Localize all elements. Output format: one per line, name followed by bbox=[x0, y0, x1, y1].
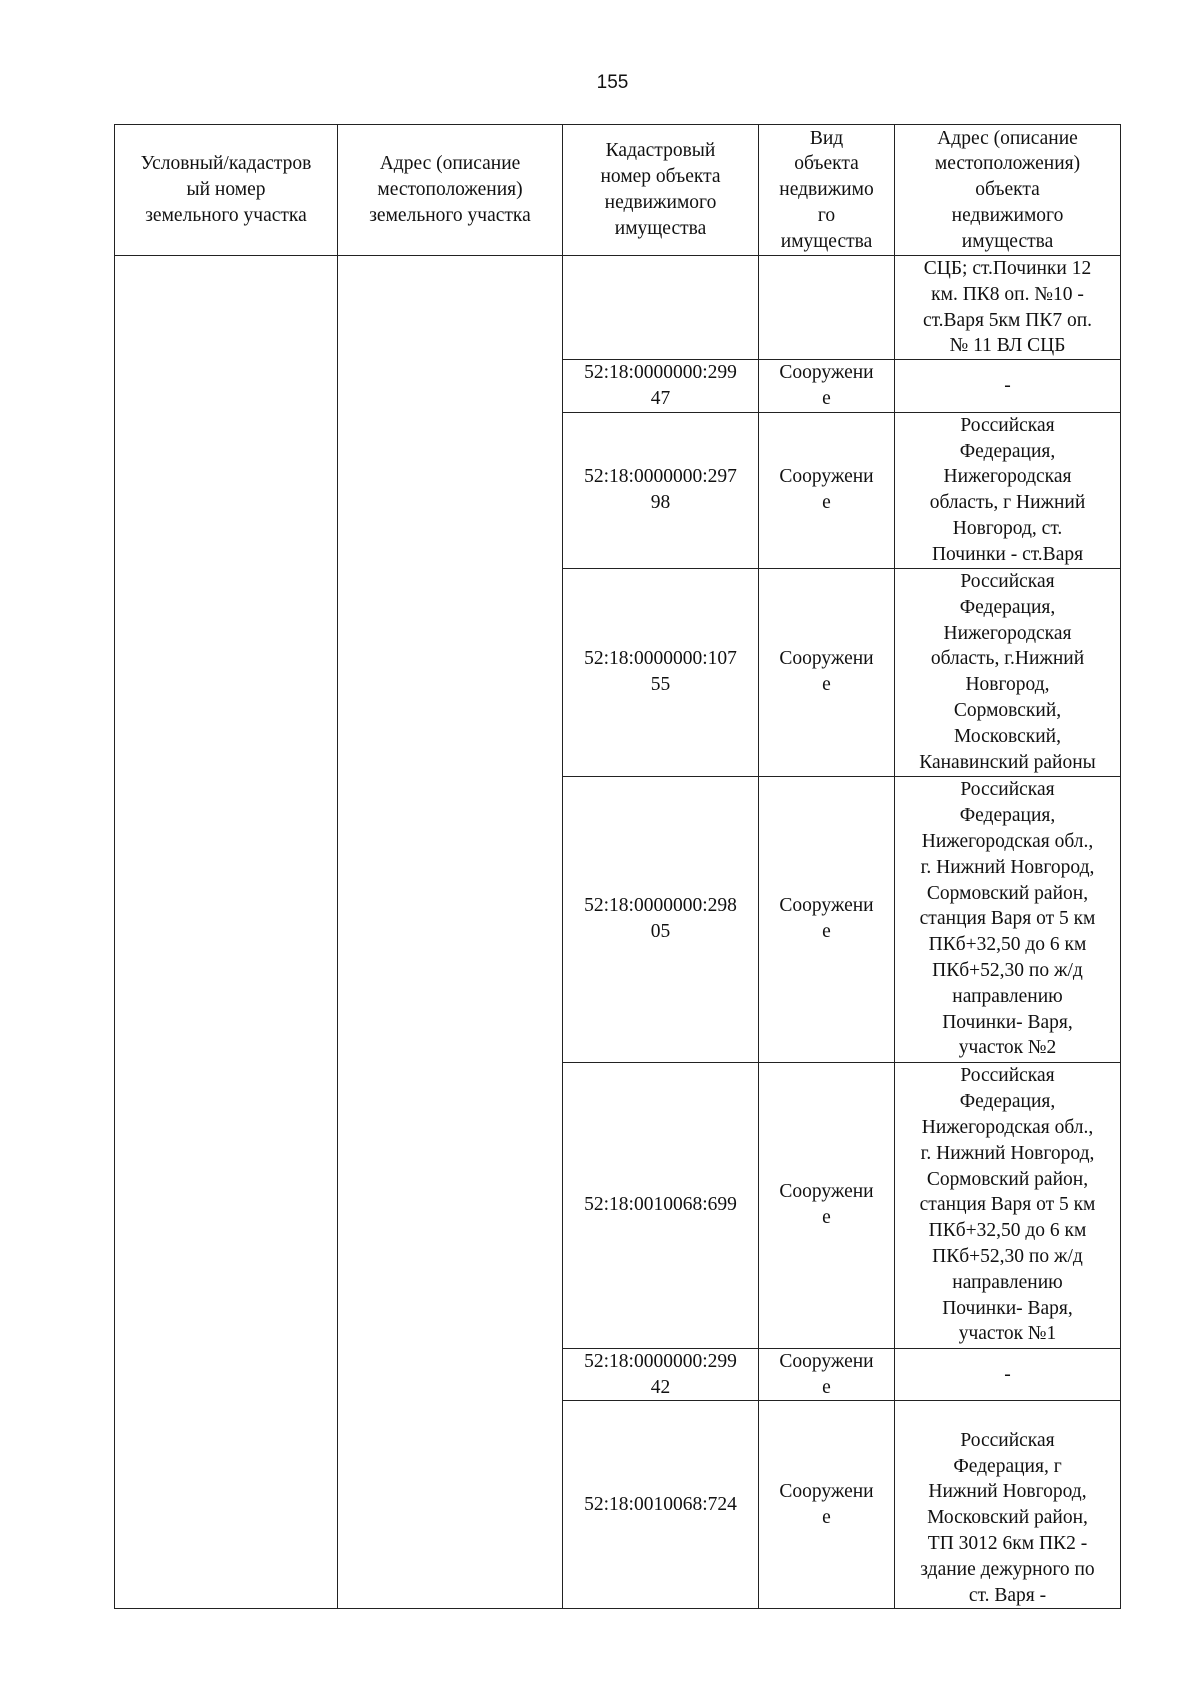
property-type-cell: Сооружени е bbox=[759, 1401, 895, 1609]
property-address-cell: Российская Федерация, Нижегородская область, г Нижний Новгород, ст. Починки - ст.Варя bbox=[895, 412, 1121, 568]
cadastral-number-cell: 52:18:0000000:107 55 bbox=[563, 568, 759, 776]
property-address-cell: Российская Федерация, г Нижний Новгород, Московский район, ТП 3012 6км ПК2 - здание дежурного по ст. Варя - bbox=[895, 1401, 1121, 1609]
cadastral-number-cell: 52:18:0000000:297 98 bbox=[563, 412, 759, 568]
header-land-plot-address: Адрес (описание местоположения) земельного участка bbox=[338, 125, 563, 256]
property-type-cell: Сооружени е bbox=[759, 568, 895, 776]
property-type-cell: Сооружени е bbox=[759, 1062, 895, 1348]
header-property-cadastral-number: Кадастровый номер объекта недвижимого имущества bbox=[563, 125, 759, 256]
property-type-cell: Сооружени е bbox=[759, 412, 895, 568]
cadastral-number-cell: 52:18:0000000:299 42 bbox=[563, 1348, 759, 1401]
cadastral-number-cell: 52:18:0010068:724 bbox=[563, 1401, 759, 1609]
cadastral-number-cell: 52:18:0000000:299 47 bbox=[563, 360, 759, 413]
header-land-plot-number: Условный/кадастров ый номер земельного участка bbox=[115, 125, 338, 256]
property-address-cell: Российская Федерация, Нижегородская область, г.Нижний Новгород, Сормовский, Московский, Канавинский районы bbox=[895, 568, 1121, 776]
property-registry-table bbox=[114, 124, 1121, 1609]
header-property-address: Адрес (описание местоположения) объекта недвижимого имущества bbox=[895, 125, 1121, 256]
table-header-row bbox=[115, 125, 1121, 256]
header-property-type: Вид объекта недвижимо го имущества bbox=[759, 125, 895, 256]
cadastral-number-cell: 52:18:0010068:699 bbox=[563, 1062, 759, 1348]
table-row bbox=[115, 256, 1121, 360]
land-plot-address-cell bbox=[338, 256, 563, 1609]
property-type-cell: Сооружени е bbox=[759, 776, 895, 1062]
property-address-cell: Российская Федерация, Нижегородская обл., г. Нижний Новгород, Сормовский район, станция Варя от 5 км ПКб+32,50 до 6 км ПКб+52,30 по ж/д направлению Починки- Варя, участок №2 bbox=[895, 776, 1121, 1062]
property-type-cell: Сооружени е bbox=[759, 360, 895, 413]
property-type-cell bbox=[759, 256, 895, 360]
property-address-cell: Российская Федерация, Нижегородская обл., г. Нижний Новгород, Сормовский район, станция Варя от 5 км ПКб+32,50 до 6 км ПКб+52,30 по ж/д направлению Починки- Варя, участок №1 bbox=[895, 1062, 1121, 1348]
land-plot-number-cell bbox=[115, 256, 338, 1609]
page-number: 155 bbox=[596, 72, 629, 93]
property-address-cell: - bbox=[895, 1348, 1121, 1401]
cadastral-number-cell bbox=[563, 256, 759, 360]
cadastral-number-cell: 52:18:0000000:298 05 bbox=[563, 776, 759, 1062]
property-address-cell: - bbox=[895, 360, 1121, 413]
property-type-cell: Сооружени е bbox=[759, 1348, 895, 1401]
property-address-cell: СЦБ; ст.Починки 12 км. ПК8 оп. №10 - ст.Варя 5км ПК7 оп. № 11 ВЛ СЦБ bbox=[895, 256, 1121, 360]
